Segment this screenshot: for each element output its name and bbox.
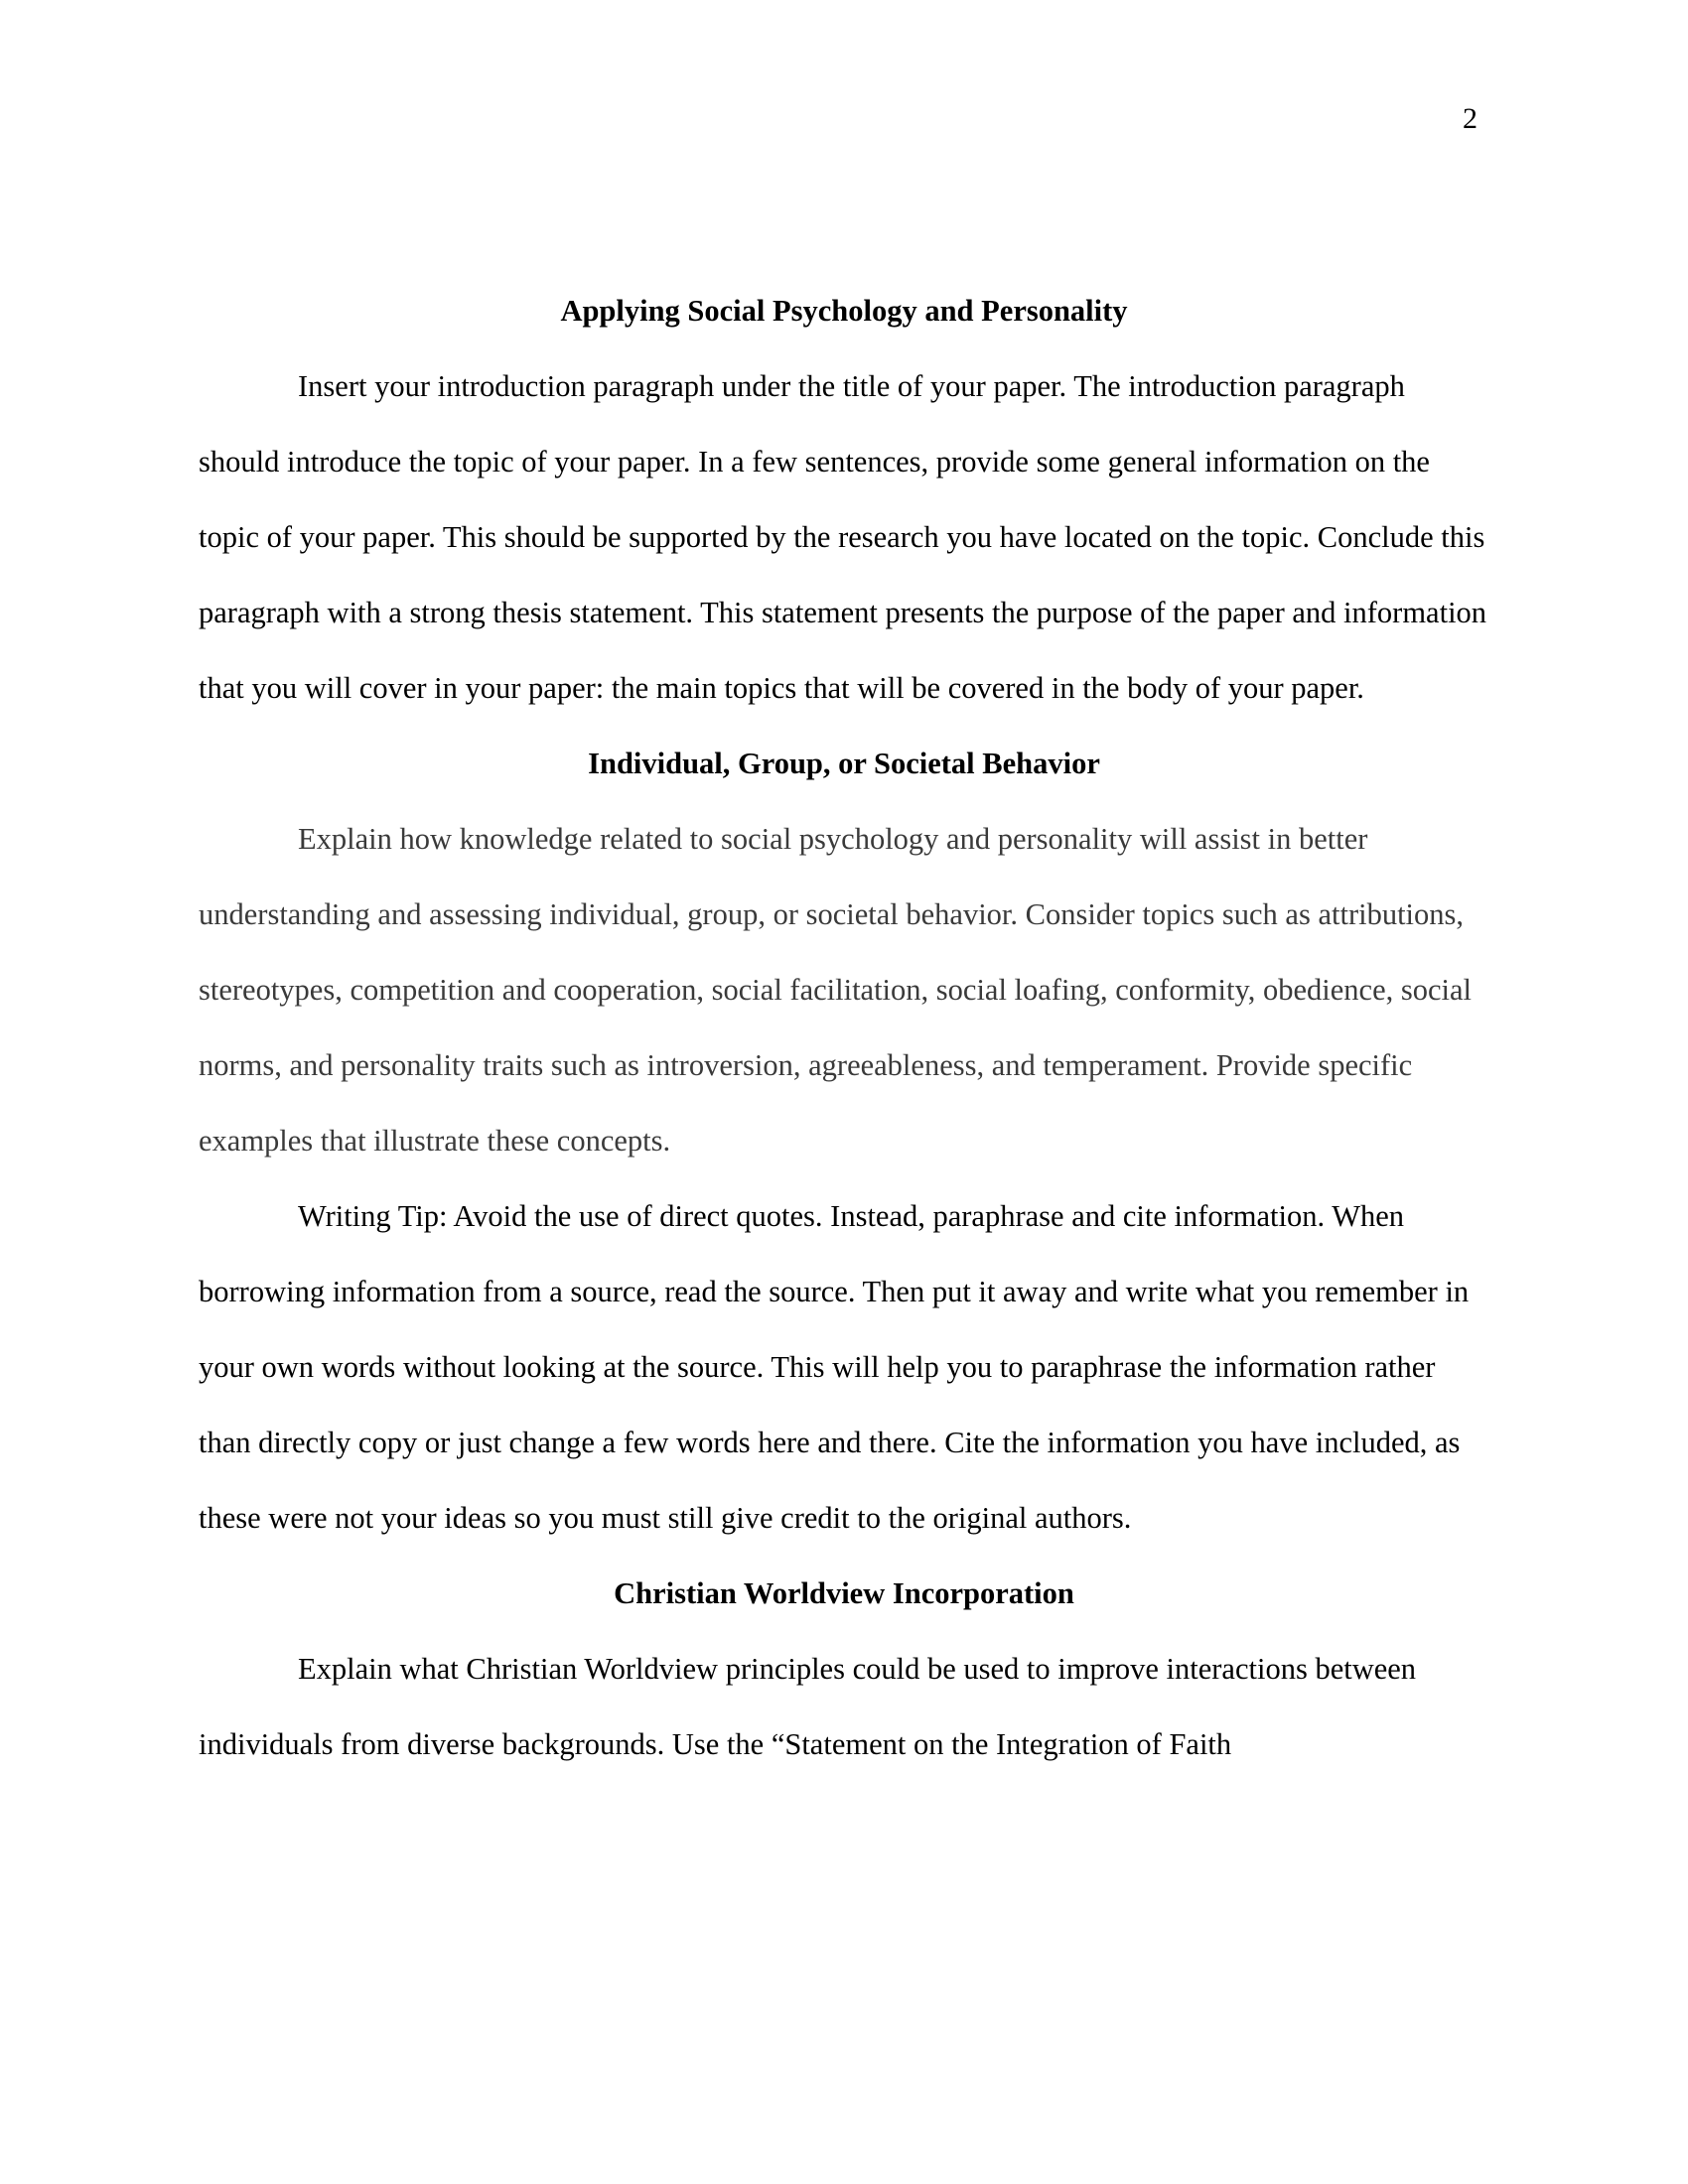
worldview-paragraph: Explain what Christian Worldview principles could be used to improve interactions between individuals from diverse backgrounds. Use the “Statement on the Integration of Faith [199,1652,1417,1761]
writing-tip-paragraph: Writing Tip: Avoid the use of direct quotes. Instead, paraphrase and cite information. When borrowing information from a source, read the source. Then put it away and write what you remember in your own words without looking at the source. This will help you to paraphrase the information rather than directly copy or just change a few words here and there. Cite the information you have included, as these were not your ideas so you must still give credit to the original authors. [199,1199,1470,1535]
section-heading-individual-group-societal: Individual, Group, or Societal Behavior [588,747,1100,780]
section-heading-applying-social-psychology: Applying Social Psychology and Personality [560,294,1128,328]
page-number: 2 [1463,102,1477,135]
introduction-paragraph: Insert your introduction paragraph under the title of your paper. The introduction paragraph should introduce the topic of your paper. In a few sentences, provide some general information on the topic of your paper. This should be supported by the research you have located on the topic. Conclude this paragraph with a strong thesis statement. This statement presents the purpose of the paper and information that you will cover in your paper: the main topics that will be covered in the body of your paper. [199,369,1487,705]
behavior-paragraph: Explain how knowledge related to social psychology and personality will assist in better understanding and assessing individual, group, or societal behavior. Consider topics such as attributions, stereotypes, competition and cooperation, social facilitation, social loafing, conformity, obedience, social norms, and personality traits such as introversion, agreeableness, and temperament. Provide specific examples that illustrate these concepts. [199,822,1472,1158]
document-body [199,273,1489,1782]
section-heading-christian-worldview: Christian Worldview Incorporation [614,1576,1074,1610]
